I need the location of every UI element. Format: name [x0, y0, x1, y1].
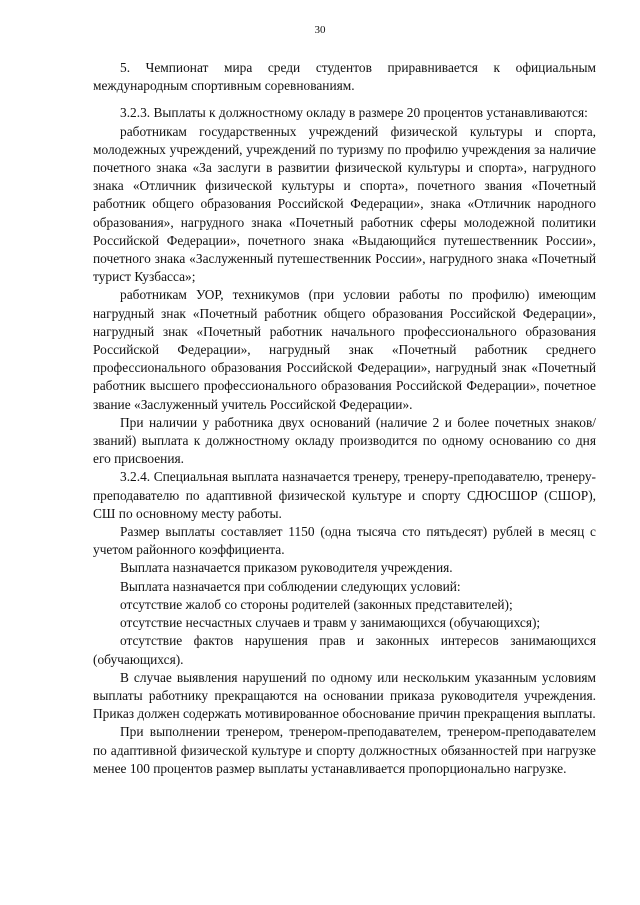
paragraph-state-institutions: работникам государственных учреждений физической культуры и спорта, молодежных учреждений, учреждений по туризму по профилю учреждения за наличие почетного знака «За заслуги в развитии физической культуры и спорта», нагрудного знака «Отличник физической культуры и спорта», почетного звания «Почетный работник общего образования Российской Федерации», знака «Отличник народного образования», нагрудного знака «Почетный работник сферы молодежной политики Российской Федерации», почетного знака «Выдающийся путешественник России», почетного знака «Заслуженный путешественник России», нагрудного знака «Почетный турист Кузбасса»; — [93, 123, 596, 285]
paragraph-3-2-4: 3.2.4. Специальная выплата назначается тренеру, тренеру-преподавателю, тренеру-преподавателю по адаптивной физической культуре и спорту СДЮСШОР (СШОР), СШ по основному месту работы. — [93, 469, 596, 521]
paragraph-championship: 5. Чемпионат мира среди студентов приравнивается к официальным международным спортивным соревнованиям. — [93, 60, 596, 94]
page-number: 30 — [314, 24, 326, 36]
document-body — [93, 59, 596, 778]
paragraph-condition-rights: отсутствие фактов нарушения прав и законных интересов занимающихся (обучающихся). — [93, 633, 596, 667]
paragraph-3-2-3: 3.2.3. Выплаты к должностному окладу в размере 20 процентов устанавливаются: — [120, 105, 588, 121]
paragraph-proportional-load: При выполнении тренером, тренером-преподавателем, тренером-преподавателем по адаптивной физической культуре и спорту должностных обязанностей при нагрузке менее 100 процентов размер выплаты устанавливается пропорционально нагрузке. — [93, 724, 596, 776]
paragraph-uor-workers: работникам УОР, техникумов (при условии работы по профилю) имеющим нагрудный знак «Почетный работник общего образования Российской Федерации», нагрудный знак «Почетный работник начального профессионального образования Российской Федерации», нагрудный знак «Почетный работник среднего профессионального образования Российской Федерации», нагрудный знак «Почетный работник высшего профессионального образования Российской Федерации», почетное звание «Заслуженный учитель Российской Федерации». — [93, 287, 596, 412]
paragraph-order: Выплата назначается приказом руководителя учреждения. — [120, 560, 453, 576]
paragraph-two-grounds: При наличии у работника двух оснований (наличие 2 и более почетных знаков/званий) выплата к должностному окладу производится по одному основанию со дня его присвоения. — [93, 414, 596, 467]
paragraph-conditions: Выплата назначается при соблюдении следующих условий: — [120, 578, 461, 594]
paragraph-violations: В случае выявления нарушений по одному или нескольким указанным условиям выплаты работнику прекращаются на основании приказа руководителя учреждения. Приказ должен содержать мотивированное обоснование причин прекращения выплаты. — [93, 669, 596, 722]
paragraph-payment-size: Размер выплаты составляет 1150 (одна тысяча сто пятьдесят) рублей в месяц с учетом районного коэффициента. — [93, 524, 596, 558]
paragraph-condition-accidents: отсутствие несчастных случаев и травм у занимающихся (обучающихся); — [120, 615, 541, 631]
paragraph-condition-complaints: отсутствие жалоб со стороны родителей (законных представителей); — [120, 596, 513, 612]
